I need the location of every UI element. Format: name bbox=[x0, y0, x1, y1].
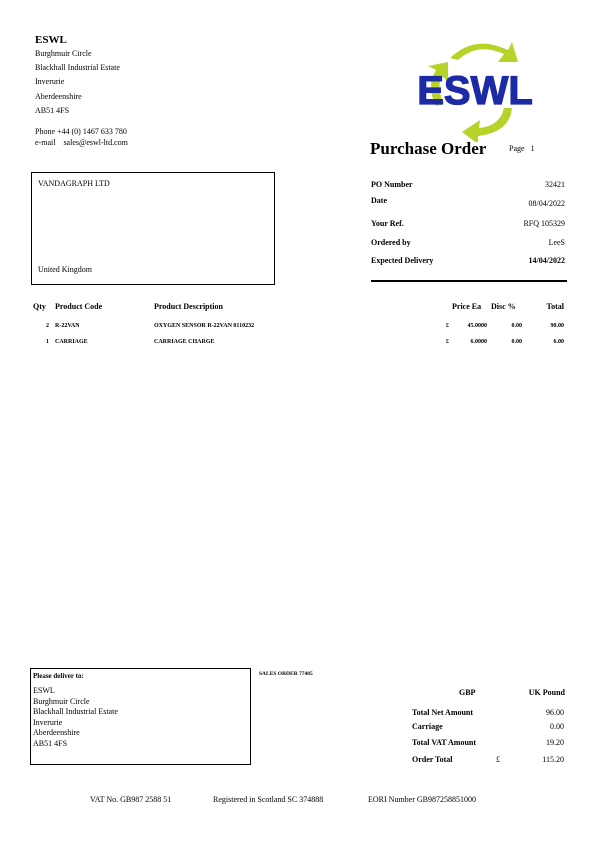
company-address-line: AB51 4FS bbox=[35, 105, 70, 115]
delivery-address-line: Blackhall Industrial Estate bbox=[33, 707, 118, 716]
table-row bbox=[0, 339, 595, 349]
supplier-country: United Kingdom bbox=[38, 265, 92, 274]
delivery-address-line: Aberdeenshire bbox=[33, 728, 80, 737]
meta-divider bbox=[371, 280, 567, 282]
sales-order-ref: SALES ORDER 77485 bbox=[259, 671, 313, 677]
row-currency: £ bbox=[446, 323, 449, 329]
supplier-name: VANDAGRAPH LTD bbox=[38, 179, 110, 188]
meta-label: Your Ref. bbox=[371, 219, 404, 228]
total-value: 96.00 bbox=[546, 708, 564, 717]
footer-vat: VAT No. GB987 2588 51 bbox=[90, 795, 172, 804]
delivery-address bbox=[33, 686, 118, 749]
logo-text: ESWL bbox=[417, 69, 533, 113]
meta-value: 08/04/2022 bbox=[528, 199, 565, 208]
company-name: ESWL bbox=[35, 34, 67, 46]
table-row bbox=[0, 323, 595, 333]
company-address-line: Aberdeenshire bbox=[35, 91, 82, 101]
row-currency: £ bbox=[446, 339, 449, 345]
recycle-arrows-icon bbox=[400, 36, 550, 142]
row-code: R-22VAN bbox=[55, 323, 80, 329]
meta-value: 32421 bbox=[545, 180, 565, 189]
page-label: Page bbox=[509, 144, 525, 153]
company-address-line: Inverurie bbox=[35, 77, 65, 87]
email-label: e-mail bbox=[35, 138, 56, 147]
row-desc: CARRIAGE CHARGE bbox=[154, 339, 215, 345]
total-label: Order Total bbox=[412, 755, 453, 764]
delivery-address-line: Burghmuir Circle bbox=[33, 696, 90, 706]
meta-label: Expected Delivery bbox=[371, 256, 434, 265]
row-qty: 2 bbox=[46, 323, 49, 329]
col-header-total: Total bbox=[546, 302, 564, 311]
currency-code: GBP bbox=[459, 688, 476, 697]
footer-eori: EORI Number GB987258851000 bbox=[368, 795, 476, 804]
meta-value: LeeS bbox=[548, 238, 565, 247]
delivery-heading: Please deliver to: bbox=[33, 672, 84, 680]
total-value: 0.00 bbox=[550, 722, 564, 731]
company-address bbox=[35, 47, 120, 118]
delivery-address-line: ESWL bbox=[33, 686, 55, 695]
col-header-qty: Qty bbox=[33, 302, 46, 311]
col-header-disc: Disc % bbox=[491, 302, 516, 311]
delivery-address-line: Inverurie bbox=[33, 717, 63, 727]
page-number: 1 bbox=[530, 144, 535, 153]
order-total-value: 115.20 bbox=[542, 755, 564, 764]
meta-label: Date bbox=[371, 196, 387, 205]
delivery-address-line: AB51 4FS bbox=[33, 738, 68, 748]
company-address-line: Blackhall Industrial Estate bbox=[35, 63, 120, 73]
company-email-row bbox=[35, 138, 128, 147]
row-disc: 0.00 bbox=[511, 339, 522, 345]
row-price: 45.0000 bbox=[467, 323, 487, 329]
footer-registration: Registered in Scotland SC 374888 bbox=[213, 795, 324, 804]
row-total: 90.00 bbox=[550, 323, 564, 329]
company-phone: Phone +44 (0) 1467 633 780 bbox=[35, 127, 127, 136]
currency-name: UK Pound bbox=[528, 688, 565, 697]
total-label: Total Net Amount bbox=[412, 708, 474, 717]
meta-value: 14/04/2022 bbox=[528, 256, 565, 265]
total-value: 19.20 bbox=[546, 738, 564, 747]
row-price: 6.0000 bbox=[470, 339, 487, 345]
row-code: CARRIAGE bbox=[55, 339, 88, 345]
total-currency: £ bbox=[496, 755, 500, 764]
col-header-code: Product Code bbox=[55, 302, 103, 311]
col-header-price: Price Ea bbox=[452, 302, 482, 311]
company-email[interactable]: sales@eswl-ltd.com bbox=[63, 138, 128, 147]
supplier-box bbox=[31, 172, 275, 285]
total-label: Total VAT Amount bbox=[412, 738, 477, 747]
page-indicator bbox=[509, 144, 535, 153]
row-qty: 1 bbox=[46, 339, 49, 345]
eswl-logo bbox=[400, 36, 550, 142]
meta-value: RFQ 105329 bbox=[523, 219, 565, 228]
row-total: 6.00 bbox=[553, 339, 564, 345]
meta-label: PO Number bbox=[371, 180, 413, 189]
delivery-box bbox=[30, 668, 251, 765]
meta-label: Ordered by bbox=[371, 238, 411, 247]
company-address-line: Burghmuir Circle bbox=[35, 49, 92, 58]
total-label: Carriage bbox=[412, 722, 443, 731]
page-title: Purchase Order bbox=[370, 139, 487, 158]
row-desc: OXYGEN SENSOR R-22VAN 0110232 bbox=[154, 323, 255, 329]
col-header-desc: Product Description bbox=[154, 302, 223, 311]
row-disc: 0.00 bbox=[511, 323, 522, 329]
